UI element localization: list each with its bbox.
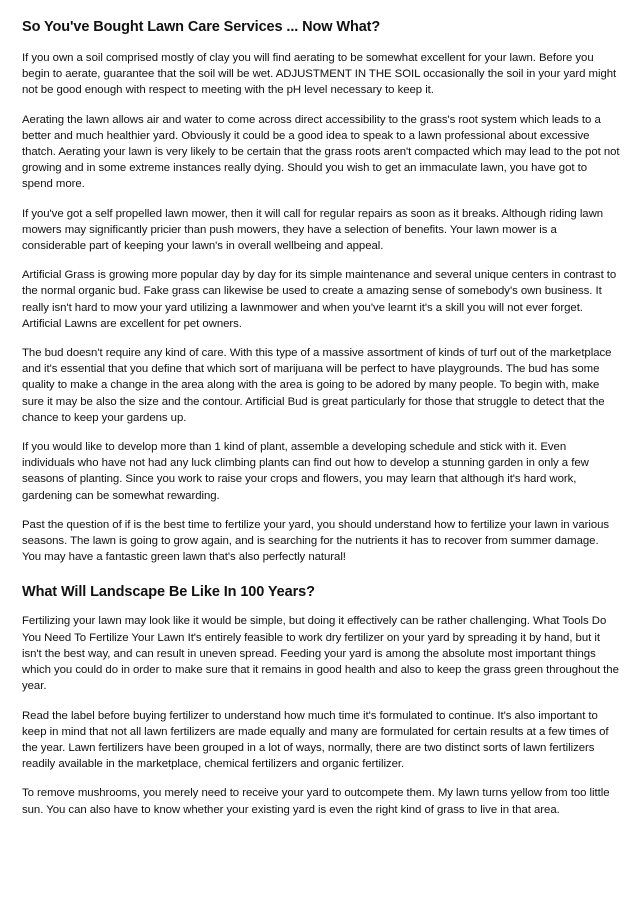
paragraph: If you've got a self propelled lawn mower, then it will call for regular repairs as soon as it breaks. Although riding lawn mowers may significantly pricier than push mowers, they have a selection of benefits. Your lawn mower is a considerable part of keeping your lawn's in overall wellbeing and appeal. (22, 207, 604, 253)
paragraph: To remove mushrooms, you merely need to receive your yard to outcompete them. My lawn turns yellow from too little sun. You can also have to know whether your existing yard is even the right kind of grass to live in that area. (22, 787, 610, 816)
paragraph: Read the label before buying fertilizer to understand how much time it's formulated to continue. It's also important to keep in mind that not all lawn fertilizers are made equally and many are formulated for certain results at a few times of the year. Lawn fertilizers have been grouped in a lot of ways, normally, there are two distinct sorts of lawn fertilizers readily available in the marketplace, chemical fertilizers and organic fertilizer. (22, 709, 609, 771)
paragraph: Past the question of if is the best time to fertilize your yard, you should understand how to fertilize your lawn in various seasons. The lawn is going to grow again, and is searching for the nutrients it has to recover from summer damage. You may have a fantastic green lawn that's also perfectly natural! (22, 518, 610, 564)
document-page (22, 18, 620, 831)
paragraph: Artificial Grass is growing more popular day by day for its simple maintenance and several unique centers in contrast to the normal organic bud. Fake grass can likewise be used to create a amazing sense of somebody's own business. It really isn't hard to mow your yard utilizing a lawnmower and when you've learnt it's a skill you will not ever forget. Artificial Lawns are excellent for pet owners. (22, 269, 617, 330)
section-heading-landscape: What Will Landscape Be Like In 100 Years? (22, 584, 315, 601)
section-heading-lawn-care: So You've Bought Lawn Care Services ... Now What? (22, 19, 381, 35)
paragraph: The bud doesn't require any kind of care. With this type of a massive assortment of kinds of turf out of the marketplace and it's essential that you define that which sort of marijuana will be perfect to have playgrounds. The bud has some quality to make a change in the area along with the area is going to be adored by many people. To begin with, make sure it may be also the size and the contour. Artificial Bud is great particularly for those that struggle to detect that the chance to keep your gardens up. (22, 347, 612, 424)
paragraph: Fertilizing your lawn may look like it would be simple, but doing it effectively can be rather challenging. What Tools Do You Need To Fertilize Your Lawn It's entirely feasible to work dry fertilizer on your yard by spreading it by hand, but it isn't the best way, and can result in uneven spread. Feeding your yard is among the absolute most important things which you could do in order to make sure that it remains in good health and also to keep the grass green throughout the year. (22, 615, 619, 693)
paragraph: If you would like to develop more than 1 kind of plant, assemble a developing schedule and stick with it. Even individuals who have not had any luck climbing plants can find out how to develop a stunning garden in only a few seasons of planting. Since you work to raise your crops and flowers, you may learn that although it's hard work, gardening can be somewhat rewarding. (22, 441, 589, 502)
paragraph: Aerating the lawn allows air and water to come across direct accessibility to the grass's root system which leads to a better and much healthier yard. Obviously it could be a good idea to speak to a lawn professional about excessive thatch. Aerating your lawn is very likely to be certain that the grass roots aren't compacted which may lead to the pot not growing and in some extreme instances really dying. Should you wish to get an immaculate lawn, you have got to spend more. (22, 113, 620, 191)
paragraph: If you own a soil comprised mostly of clay you will find aerating to be somewhat excellent for your lawn. Before you begin to aerate, guarantee that the soil will be wet. ADJUSTMENT IN THE SOIL occasionally the soil in your yard might not be good enough with respect to meeting with the pH level necessary to keep it. (22, 52, 617, 97)
